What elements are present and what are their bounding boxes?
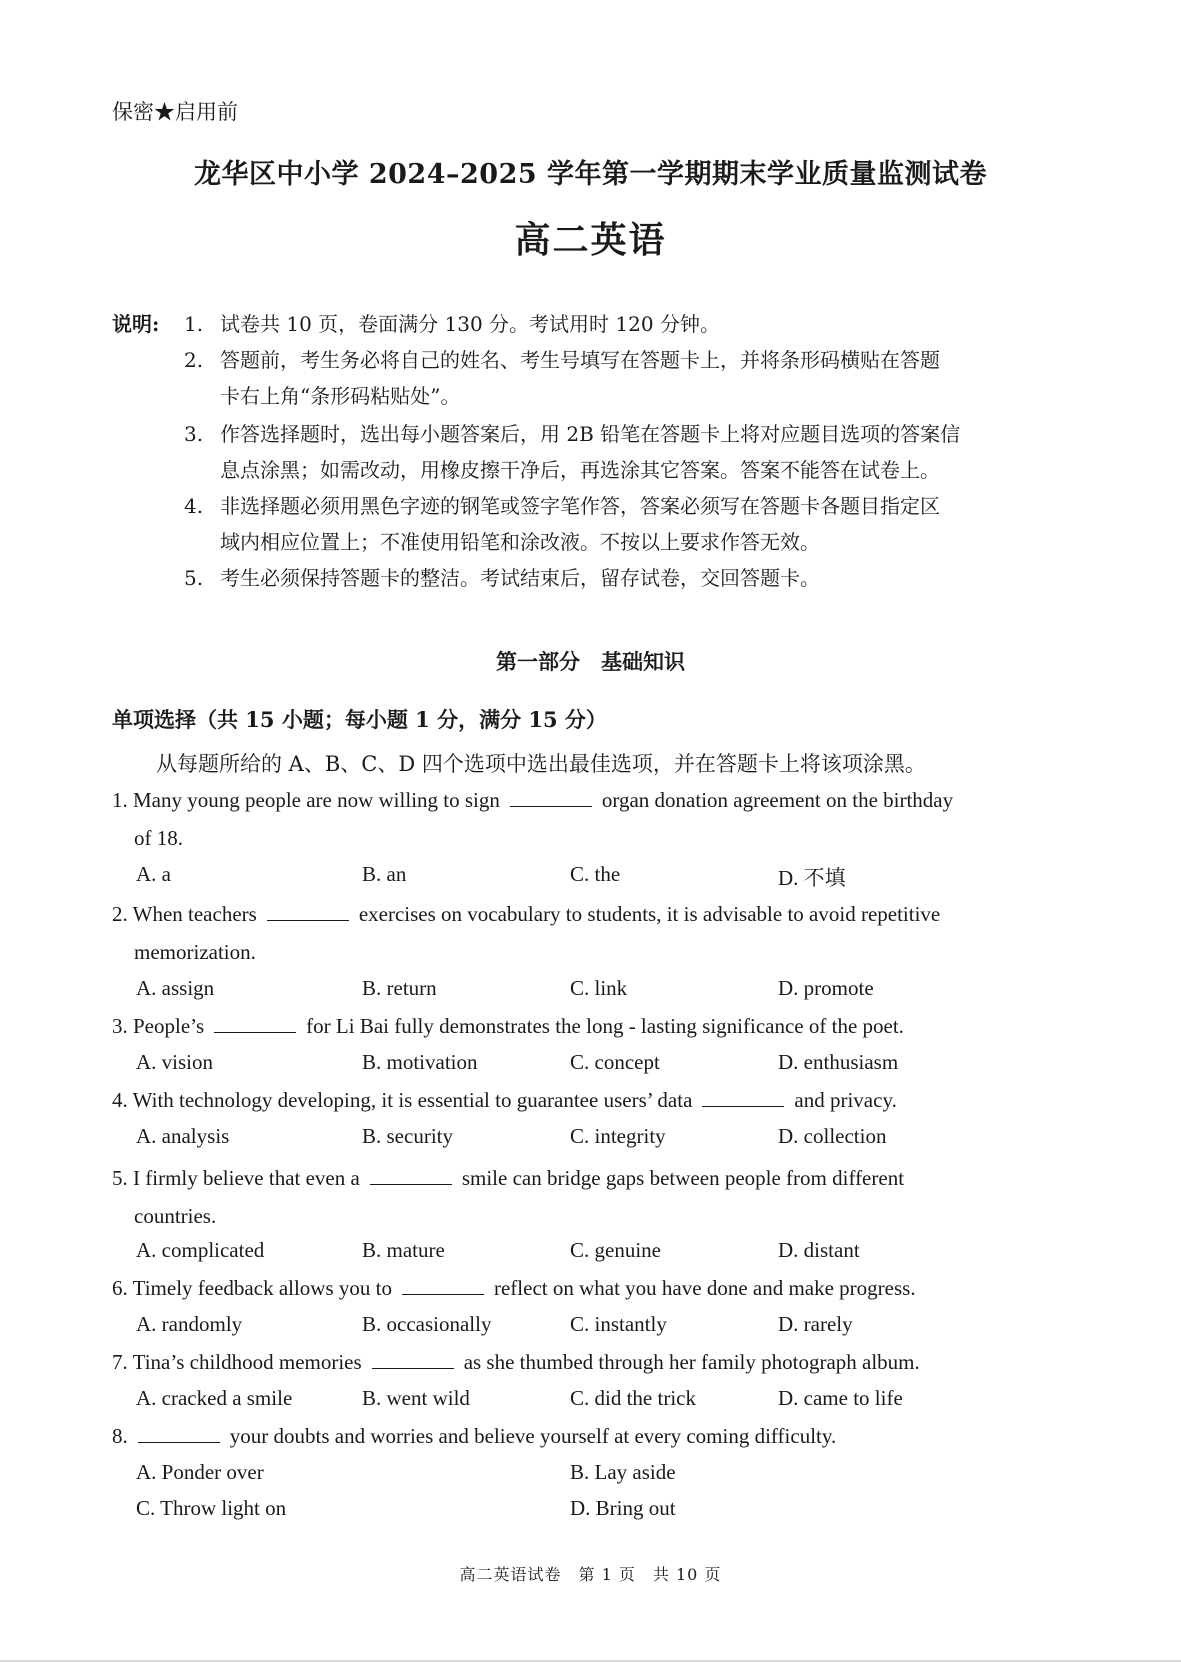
option-c: C. link [570,976,628,1000]
option-a: A. vision [136,1050,214,1074]
note-number: 5. [184,566,204,590]
question-text: smile can bridge gaps between people from different [461,1166,905,1190]
question-number: 8. [112,1424,128,1448]
question-number: 7. [112,1350,128,1374]
question-5 [112,1166,904,1191]
note-number: 4. [184,494,204,518]
note-text: 试卷共 10 页，卷面满分 130 分。考试用时 120 分钟。 [220,312,720,336]
option-b: B. mature [362,1238,445,1262]
note-number: 1. [184,312,204,336]
note-text: 考生必须保持答题卡的整洁。考试结束后，留存试卷，交回答题卡。 [220,566,820,590]
question-4 [112,1088,897,1113]
note-text-continued: 卡右上角“条形码粘贴处”。 [220,384,461,408]
option-b: B. motivation [362,1050,478,1074]
question-text: Tina’s childhood memories [132,1350,362,1374]
subject-title: 高二英语 [514,219,667,261]
answer-blank [370,1166,452,1185]
option-d: D. came to life [778,1386,903,1410]
question-1 [112,788,953,813]
option-a: A. analysis [136,1124,230,1148]
note-number: 2. [184,348,204,372]
option-b: B. return [362,976,437,1000]
note-item [184,344,940,373]
exam-title: 龙华区中小学 2024–2025 学年第一学期期末学业质量监测试卷 [193,159,988,190]
option-d: D. rarely [778,1312,853,1336]
note-text-continued: 息点涂黑；如需改动，用橡皮擦干净后，再选涂其它答案。答案不能答在试卷上。 [220,458,940,482]
instruction-text: 从每题所给的 A、B、C、D 四个选项中选出最佳选项，并在答题卡上将该项涂黑。 [156,752,926,776]
option-c: C. the [570,862,621,886]
confidential-label: 保密★启用前 [112,100,238,124]
answer-blank [702,1088,784,1107]
option-a: A. Ponder over [136,1460,264,1484]
note-text: 非选择题必须用黑色字迹的钢笔或签字笔作答，答案必须写在答题卡各题目指定区 [220,494,940,518]
option-a: A. cracked a smile [136,1386,293,1410]
option-d: D. distant [778,1238,860,1262]
question-text: When teachers [132,902,257,926]
question-8 [112,1424,836,1449]
question-7 [112,1350,920,1375]
answer-blank [214,1014,296,1033]
note-text: 答题前，考生务必将自己的姓名、考生号填写在答题卡上，并将条形码横贴在答题 [220,348,940,372]
option-c: C. integrity [570,1124,666,1148]
note-item [184,418,960,447]
question-number: 5. [112,1166,128,1190]
question-text: your doubts and worries and believe yourself at every coming difficulty. [229,1424,837,1448]
question-text: With technology developing, it is essential to guarantee users’ data [132,1088,693,1112]
page-footer: 高二英语试卷 第 1 页 共 10 页 [459,1565,722,1584]
option-a: A. a [136,862,171,886]
question-text: Timely feedback allows you to [132,1276,392,1300]
question-text-continued: countries. [134,1204,217,1228]
option-d: D. 不填 [778,866,846,890]
note-text-continued: 域内相应位置上；不准使用铅笔和涂改液。不按以上要求作答无效。 [220,530,820,554]
answer-blank [510,788,592,807]
question-text: I firmly believe that even a [133,1166,360,1190]
note-item [184,490,940,519]
option-c: C. instantly [570,1312,667,1336]
option-a: A. complicated [136,1238,265,1262]
question-6 [112,1276,916,1301]
option-a: A. randomly [136,1312,243,1336]
note-text: 作答选择题时，选出每小题答案后，用 2B 铅笔在答题卡上将对应题目选项的答案信 [220,422,961,446]
question-text: reflect on what you have done and make progress. [493,1276,916,1300]
note-number: 3. [184,422,204,446]
note-item [184,308,720,337]
option-d: D. enthusiasm [778,1050,899,1074]
question-text: for Li Bai fully demonstrates the long - lasting significance of the poet. [306,1014,904,1038]
option-c: C. Throw light on [136,1496,287,1520]
answer-blank [372,1350,454,1369]
question-3 [112,1014,904,1039]
option-b: B. occasionally [362,1312,492,1336]
question-number: 3. [112,1014,128,1038]
option-b: B. security [362,1124,453,1148]
question-text: People’s [133,1014,205,1038]
option-d: D. promote [778,976,874,1000]
option-d: D. Bring out [570,1496,676,1520]
option-a: A. assign [136,976,215,1000]
answer-blank [267,902,349,921]
section-title: 第一部分 基础知识 [496,649,685,674]
option-d: D. collection [778,1124,887,1148]
answer-blank [138,1424,220,1443]
question-number: 1. [112,788,128,812]
part-heading: 单项选择（共 15 小题；每小题 1 分，满分 15 分） [112,707,607,732]
question-number: 4. [112,1088,128,1112]
question-text: Many young people are now willing to sign [133,788,500,812]
note-item [184,562,820,591]
option-c: C. did the trick [570,1386,696,1410]
option-b: B. an [362,862,407,886]
option-b: B. Lay aside [570,1460,676,1484]
option-c: C. genuine [570,1238,661,1262]
answer-blank [402,1276,484,1295]
question-2 [112,902,940,927]
question-text: as she thumbed through her family photograph album. [463,1350,920,1374]
question-number: 6. [112,1276,128,1300]
question-text-continued: memorization. [134,940,256,964]
question-number: 2. [112,902,128,926]
notes-label: 说明: [112,312,160,336]
question-text: exercises on vocabulary to students, it is advisable to avoid repetitive [358,902,941,926]
option-c: C. concept [570,1050,660,1074]
question-text-continued: of 18. [134,826,183,850]
question-text: and privacy. [794,1088,897,1112]
option-b: B. went wild [362,1386,470,1410]
question-text: organ donation agreement on the birthday [601,788,954,812]
